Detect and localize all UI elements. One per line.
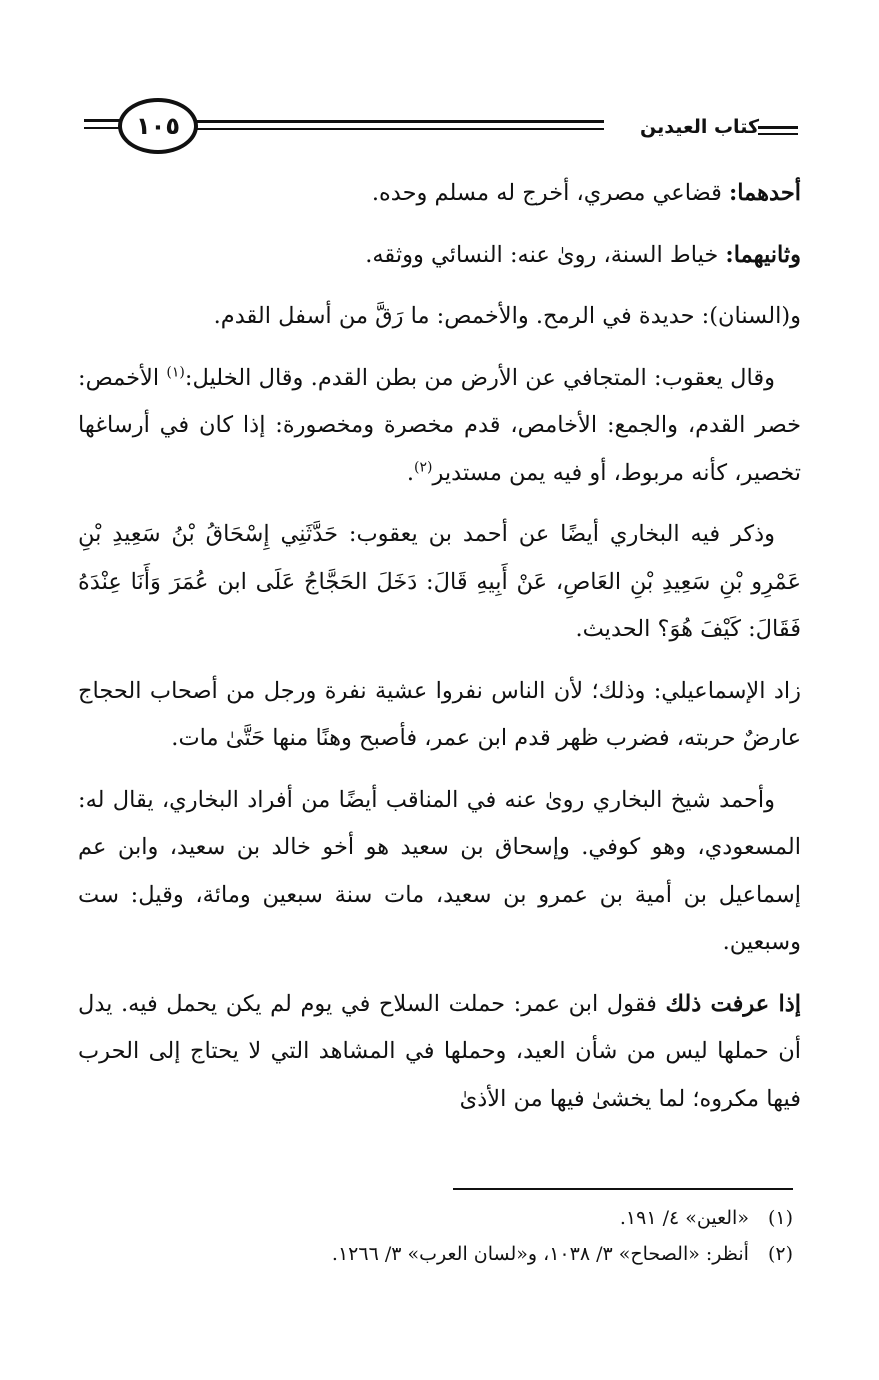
paragraph-lead: وثانيهما: [725, 241, 801, 268]
paragraph-lead: إذا عرفت ذلك [665, 990, 801, 1017]
footnote-1 [78, 1200, 793, 1236]
footnotes [78, 1200, 793, 1272]
paragraph-text-cont: الأخمص: خصر القدم، والجمع: الأخامص، قدم مخصرة ومخصورة: إذا كان في أرساغها تخصير، كأنه مربوط، أو فيه يمن مستدير [78, 364, 801, 486]
running-title: كتاب العيدين [640, 116, 759, 138]
header-rule-right-top [758, 126, 798, 129]
paragraph-4 [78, 355, 801, 498]
paragraph-text: و(السنان): حديدة في الرمح. والأخمص: ما رَقَّ من أسفل القدم. [213, 303, 801, 329]
page-number-badge [118, 98, 198, 154]
footnote-2 [78, 1236, 793, 1272]
paragraph-3 [78, 293, 801, 341]
paragraph-6 [78, 668, 801, 763]
page-number: ١٠٥ [136, 112, 180, 140]
paragraph-lead: أحدهما: [728, 180, 801, 206]
paragraph-text: فقول ابن عمر: حملت السلاح في يوم لم يكن يحمل فيه. يدل أن حملها ليس من شأن العيد، وحملها في المشاهد التي لا يحتاج إلى الحرب فيها مكروه؛ لما يخشىٰ فيها من الأذىٰ [78, 990, 801, 1112]
paragraph-1 [78, 170, 801, 218]
header-rule-middle-top [194, 120, 604, 123]
paragraph-text: زاد الإسماعيلي: وذلك؛ لأن الناس نفروا عشية نفرة ورجل من أصحاب الحجاج عارضٌ حربته، فضرب ظهر قدم ابن عمر، فأصبح وهنًا منها حَتَّىٰ مات. [78, 677, 801, 751]
paragraph-8 [78, 981, 801, 1124]
footnote-marker-1[interactable]: (١) [166, 364, 185, 380]
footnote-number: (٢) [767, 1243, 793, 1265]
header-rule-right-bottom [758, 133, 798, 135]
paragraph-text: قضاعي مصري، أخرج له مسلم وحده. [371, 180, 729, 206]
header-rule-middle-bottom [194, 128, 604, 130]
paragraph-5 [78, 511, 801, 654]
paragraph-text: وذكر فيه البخاري أيضًا عن أحمد بن يعقوب: حَدَّثَنِي إِسْحَاقُ بْنُ سَعِيدِ بْنِ عَمْرِو بْنِ سَعِيدِ بْنِ العَاصِ، عَنْ أَبِيهِ قَالَ: دَخَلَ الحَجَّاجُ عَلَى ابن عُمَرَ وَأَنَا عِنْدَهُ فَقَالَ: كَيْفَ هُوَ؟ الحديث. [78, 521, 801, 642]
paragraph-7 [78, 777, 801, 967]
footnote-text: أنظر: «الصحاح» ٣/ ١٠٣٨، و«لسان العرب» ٣/ ١٢٦٦. [331, 1243, 749, 1265]
paragraph-text: وأحمد شيخ البخاري روىٰ عنه في المناقب أيضًا من أفراد البخاري، يقال له: المسعودي، وهو كوفي. وإسحاق بن سعيد هو أخو خالد بن سعيد، وابن عم إسماعيل بن أمية بن عمرو بن سعيد، مات سنة سبعين ومائة، وقيل: ست وسبعين. [78, 786, 801, 955]
footnote-separator [453, 1188, 793, 1190]
paragraph-text: وقال يعقوب: المتجافي عن الأرض من بطن القدم. وقال الخليل: [184, 364, 775, 391]
main-text [78, 170, 801, 1137]
footnote-number: (١) [767, 1207, 793, 1229]
footnote-text: «العين» ٤/ ١٩١. [619, 1207, 749, 1229]
footnote-marker-2[interactable]: (٢) [414, 459, 433, 475]
paragraph-text: خياط السنة، روىٰ عنه: النسائي ووثقه. [365, 241, 726, 268]
paragraph-text-end: . [406, 459, 415, 486]
paragraph-2 [78, 232, 801, 280]
